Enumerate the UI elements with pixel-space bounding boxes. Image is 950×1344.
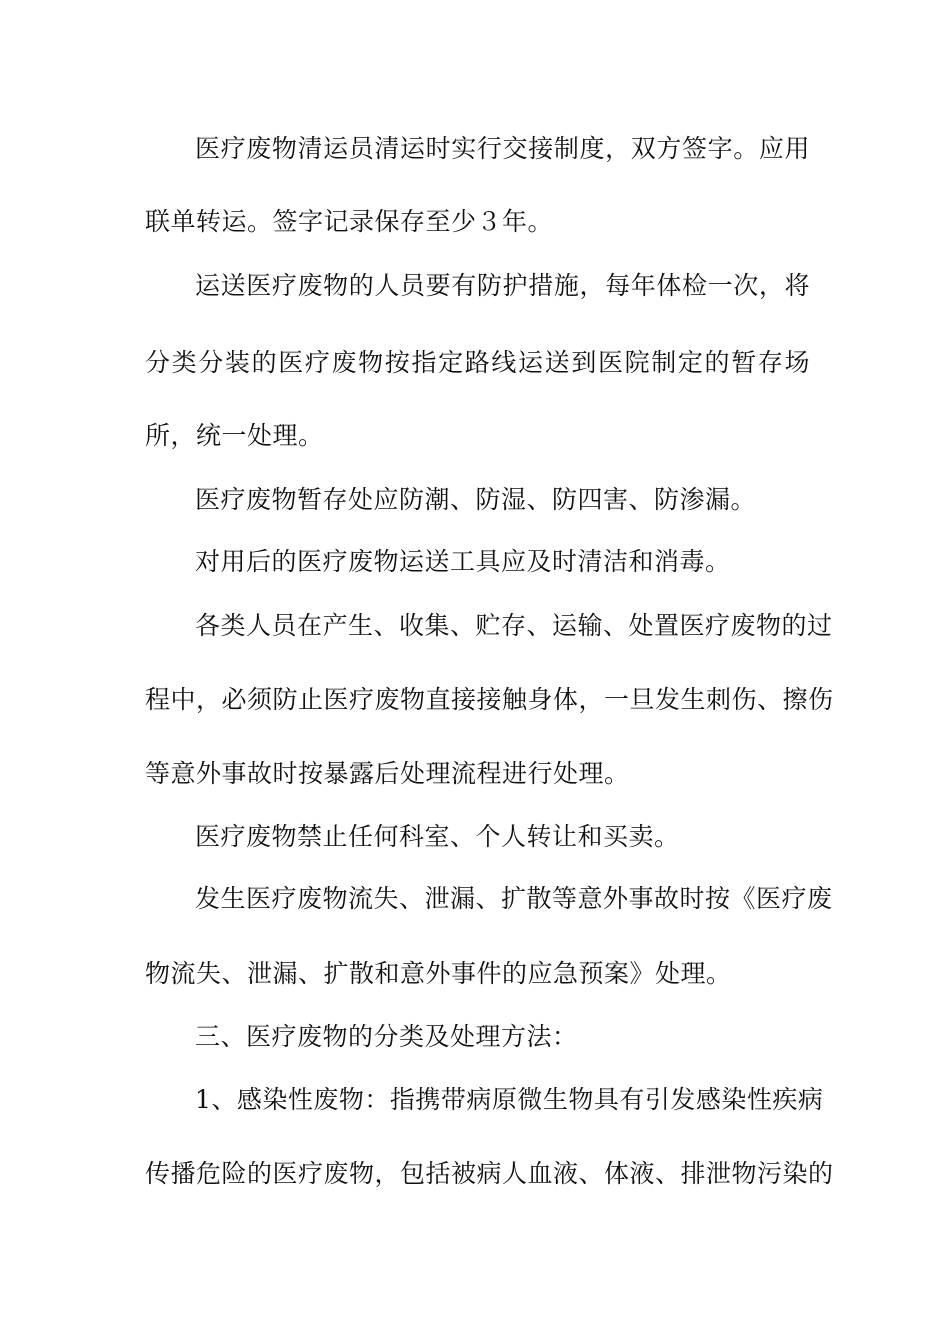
paragraph-line: 传播危险的医疗废物，包括被病人血液、体液、排泄物污染的: [145, 1159, 834, 1188]
paragraph-line: 程中，必须防止医疗废物直接接触身体，一旦发生刺伤、擦伤: [145, 685, 834, 714]
paragraph-line: 1、感染性废物：指携带病原微生物具有引发感染性疾病: [195, 1085, 824, 1114]
paragraph-line: 医疗废物清运员清运时实行交接制度，双方签字。应用: [195, 134, 810, 163]
paragraph-line: 所，统一处理。: [145, 421, 324, 450]
paragraph-line: 等意外事故时按暴露后处理流程进行处理。: [145, 759, 630, 788]
paragraph-line: 各类人员在产生、收集、贮存、运输、处置医疗废物的过: [195, 611, 833, 640]
paragraph-line: 分类分装的医疗废物按指定路线运送到医院制定的暂存场: [145, 348, 810, 377]
paragraph-line: 联单转运。签字记录保存至少３年。: [145, 207, 554, 236]
paragraph-line: 三、医疗废物的分类及处理方法：: [195, 1022, 578, 1051]
paragraph-line: 对用后的医疗废物运送工具应及时清洁和消毒。: [195, 547, 731, 576]
paragraph-line: 医疗废物禁止任何科室、个人转让和买卖。: [195, 822, 680, 851]
paragraph-line: 运送医疗废物的人员要有防护措施，每年体检一次，将: [195, 271, 810, 300]
paragraph-line: 医疗废物暂存处应防潮、防湿、防四害、防渗漏。: [195, 485, 757, 514]
paragraph-line: 发生医疗废物流失、泄漏、扩散等意外事故时按《医疗废: [195, 884, 833, 913]
paragraph-line: 物流失、泄漏、扩散和意外事件的应急预案》处理。: [145, 959, 732, 988]
